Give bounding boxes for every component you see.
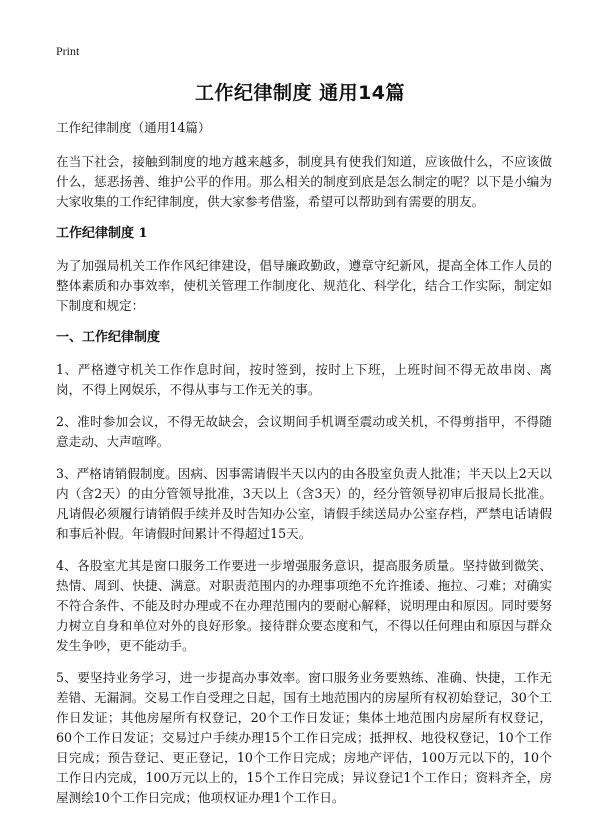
rule-item-4: 4、各股室尤其是窗口服务工作要进一步增强服务意识，提高服务质量。坚持做到微笑、热情、周到、快捷、满意。对职责范围内的办理事项绝不允许推诿、拖拉、刁难；对确实不符合条件、不能及时办理或不在办理范围内的要耐心解释，说明理由和原因。同时要努力树立自身和单位对外的良好形象。接待群众要态度和气，不得以任何理由和原因与群众发生争吵，更不能动手。 bbox=[56, 558, 552, 653]
print-link[interactable]: Print bbox=[56, 44, 80, 58]
section-heading: 工作纪律制度 1 bbox=[56, 226, 148, 241]
rule-item-2: 2、准时参加会议，不得无故缺会，会议期间手机调至震动或关机，不得剪指甲，不得随意走动、大声喧哗。 bbox=[56, 414, 552, 449]
document-subtitle: 工作纪律制度（通用14篇） bbox=[56, 120, 211, 135]
rule-item-1: 1、严格遵守机关工作作息时间，按时签到，按时上下班，上班时间不得无故串岗、离岗，不得上网娱乐，不得从事与工作无关的事。 bbox=[56, 362, 552, 397]
part-heading: 一、工作纪律制度 bbox=[56, 330, 161, 345]
rule-item-5: 5、要坚持业务学习，进一步提高办事效率。窗口服务业务要熟练、准确、快捷，工作无差错、无漏洞。交易工作自受理之日起，国有土地范围内的房屋所有权初始登记，30个工作日发证；其他房屋所有权登记，20个工作日发证；集体土地范围内房屋所有权登记，60个工作日发证；交易过户手续办理15个工作日完成；抵押权、地役权登记，10个工作日完成；预告登记、更正登记，10个工作日完成；房地产评估，100万元以下的，10个工作日内完成，100万元以上的，15个工作日完成；异议登记1个工作日；资料齐全，房屋测绘10个工作日完成；他项权证办理1个工作日。 bbox=[56, 670, 552, 805]
document-title: 工作纪律制度 通用14篇 bbox=[194, 82, 406, 104]
section-intro-paragraph: 为了加强局机关工作作风纪律建设，倡导廉政勤政，遵章守纪新风，提高全体工作人员的整体素质和办事效率，使机关管理工作制度化、规范化、科学化，结合工作实际，制定如下制度和规定： bbox=[56, 258, 552, 313]
rule-item-3: 3、严格请销假制度。因病、因事需请假半天以内的由各股室负责人批准；半天以上2天以内（含2天）的由分管领导批准，3天以上（含3天）的，经分管领导初审后报局长批准。凡请假必须履行请销假手续并及时告知办公室，请假手续送局办公室存档，严禁电话请假和事后补假。年请假时间累计不得超过15天。 bbox=[56, 466, 552, 541]
intro-paragraph: 在当下社会，接触到制度的地方越来越多，制度具有使我们知道，应该做什么，不应该做什么，惩恶扬善、维护公平的作用。那么相关的制度到底是怎么制定的呢？以下是小编为大家收集的工作纪律制度，供大家参考借鉴，希望可以帮助到有需要的朋友。 bbox=[56, 154, 552, 209]
document-body bbox=[56, 118, 552, 820]
